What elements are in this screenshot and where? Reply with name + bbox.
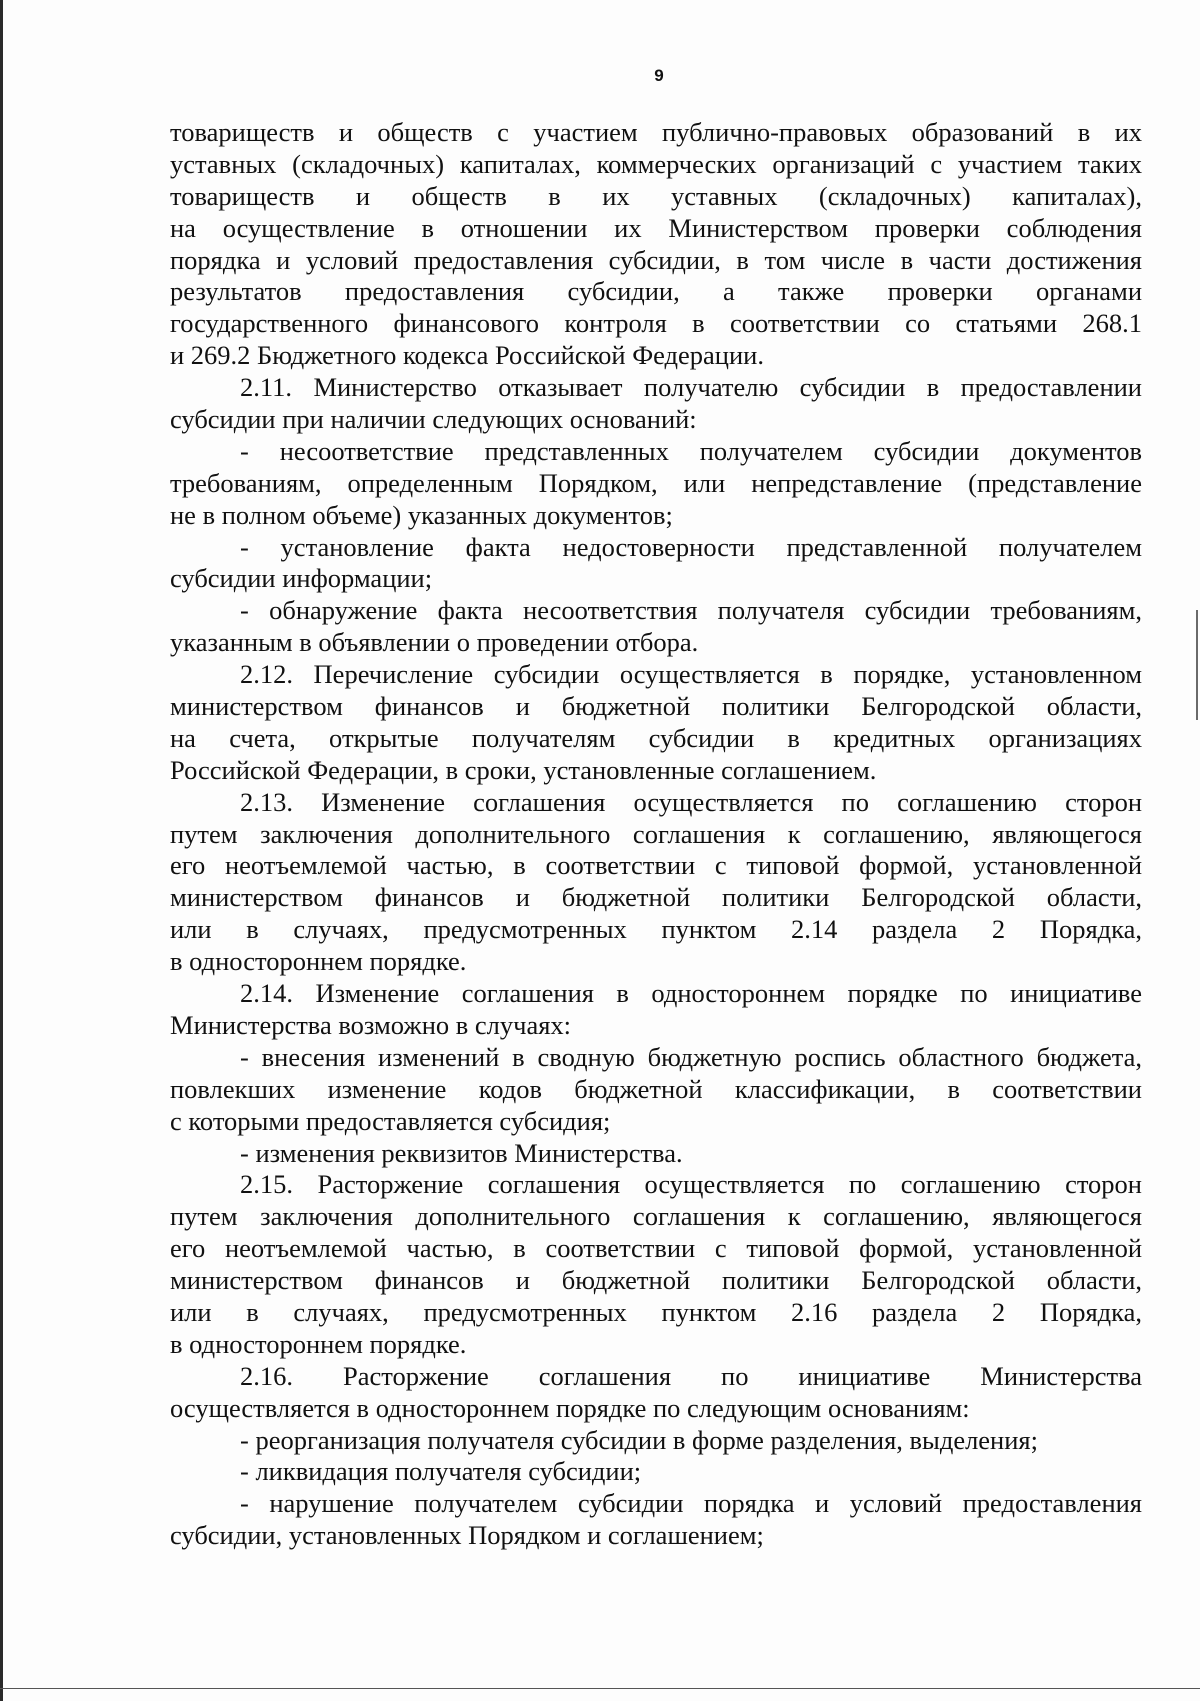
- text-line: 2.12. Перечисление субсидии осуществляется в порядке, установленном: [240, 659, 1142, 690]
- scan-edge-left: [0, 0, 3, 1701]
- text-line: повлекших изменение кодов бюджетной классификации, в соответствии: [170, 1073, 1142, 1104]
- text-line: субсидии информации;: [170, 563, 433, 594]
- text-line: - ликвидация получателя субсидии;: [240, 1456, 642, 1487]
- text-line: - реорганизация получателя субсидии в форме разделения, выделения;: [240, 1424, 1038, 1455]
- text-line: министерством финансов и бюджетной политики Белгородской области,: [170, 691, 1142, 722]
- text-line: министерством финансов и бюджетной политики Белгородской области,: [170, 1265, 1142, 1296]
- text-line: государственного финансового контроля в соответствии со статьями 268.1: [170, 308, 1142, 339]
- text-line: субсидии, установленных Порядком и соглашением;: [170, 1520, 764, 1551]
- text-line: министерством финансов и бюджетной политики Белгородской области,: [170, 882, 1142, 913]
- text-line: его неотъемлемой частью, в соответствии с типовой формой, установленной: [170, 1233, 1142, 1264]
- text-line: 2.14. Изменение соглашения в одностороннем порядке по инициативе: [240, 978, 1142, 1009]
- text-line: путем заключения дополнительного соглашения к соглашению, являющегося: [170, 1201, 1142, 1232]
- text-line: с которыми предоставляется субсидия;: [170, 1105, 611, 1136]
- scan-edge-bottom: [0, 1688, 1200, 1689]
- text-line: путем заключения дополнительного соглашения к соглашению, являющегося: [170, 818, 1142, 849]
- text-line: товариществ и обществ с участием публично-правовых образований в их: [170, 117, 1142, 147]
- text-line: требованиям, определенным Порядком, или непредставление (представление: [170, 467, 1142, 498]
- text-line: не в полном объеме) указанных документов;: [170, 499, 673, 530]
- text-line: - несоответствие представленных получателем субсидии документов: [240, 435, 1142, 466]
- text-line: субсидии при наличии следующих оснований:: [170, 404, 697, 435]
- text-line: осуществляется в одностороннем порядке по следующим основаниям:: [170, 1392, 970, 1423]
- document-body: [170, 117, 1142, 1552]
- text-line: Министерства возможно в случаях:: [170, 1009, 572, 1040]
- text-line: на счета, открытые получателям субсидии в кредитных организациях: [170, 722, 1142, 753]
- text-line: его неотъемлемой частью, в соответствии с типовой формой, установленной: [170, 850, 1142, 881]
- text-line: 2.15. Расторжение соглашения осуществляется по соглашению сторон: [240, 1169, 1142, 1200]
- text-line: - внесения изменений в сводную бюджетную роспись областного бюджета,: [240, 1041, 1142, 1072]
- text-line: указанным в объявлении о проведении отбора.: [170, 627, 699, 658]
- page-number: 9: [654, 66, 664, 85]
- text-line: 2.11. Министерство отказывает получателю субсидии в предоставлении: [240, 372, 1142, 403]
- text-line: в одностороннем порядке.: [170, 946, 467, 977]
- text-line: - установление факта недостоверности представленной получателем: [240, 531, 1142, 562]
- text-line: или в случаях, предусмотренных пунктом 2.14 раздела 2 Порядка,: [170, 914, 1142, 945]
- text-line: на осуществление в отношении их Министерством проверки соблюдения: [170, 212, 1142, 243]
- text-line: уставных (складочных) капиталах, коммерческих организаций с участием таких: [170, 148, 1142, 179]
- text-line: - обнаружение факта несоответствия получателя субсидии требованиям,: [240, 595, 1142, 626]
- text-line: Российской Федерации, в сроки, установленные соглашением.: [170, 754, 877, 785]
- scan-edge-right: [1196, 610, 1198, 720]
- text-line: 2.16. Расторжение соглашения по инициативе Министерства: [240, 1360, 1142, 1391]
- text-line: и 269.2 Бюджетного кодекса Российской Федерации.: [170, 340, 764, 371]
- text-line: в одностороннем порядке.: [170, 1328, 467, 1359]
- text-line: - нарушение получателем субсидии порядка и условий предоставления: [240, 1488, 1142, 1519]
- text-line: результатов предоставления субсидии, а также проверки органами: [170, 276, 1142, 307]
- text-line: - изменения реквизитов Министерства.: [240, 1137, 683, 1168]
- text-line: или в случаях, предусмотренных пунктом 2.16 раздела 2 Порядка,: [170, 1296, 1142, 1327]
- text-line: 2.13. Изменение соглашения осуществляется по соглашению сторон: [240, 786, 1142, 817]
- text-line: порядка и условий предоставления субсидии, в том числе в части достижения: [170, 244, 1142, 275]
- text-line: товариществ и обществ в их уставных (складочных) капиталах),: [170, 180, 1142, 211]
